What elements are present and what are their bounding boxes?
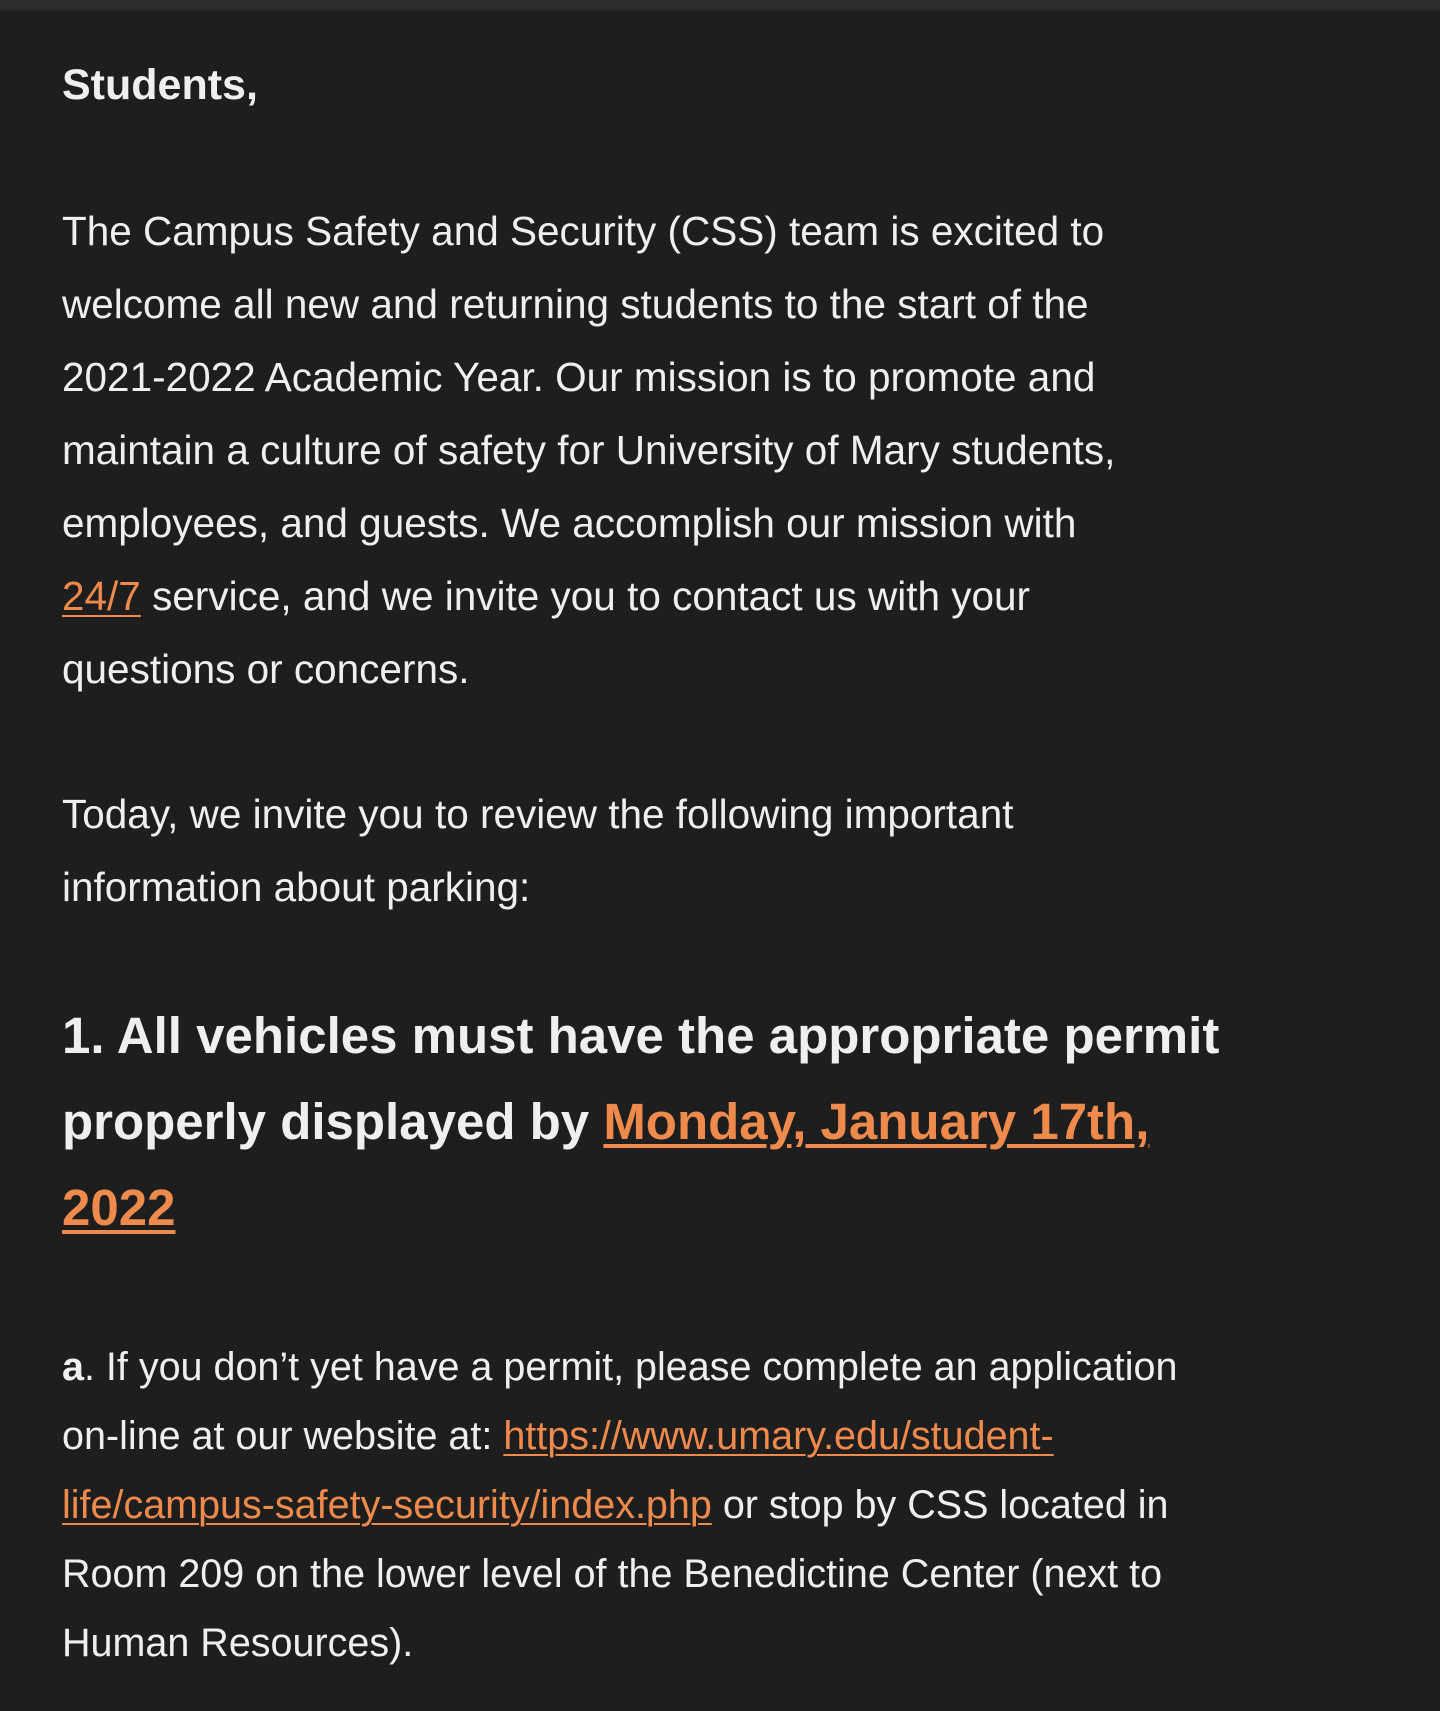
item-marker: a	[62, 1345, 84, 1389]
text: employees, and guests. We accomplish our mission with	[62, 500, 1077, 546]
text: . If you don’t yet have a permit, please complete an application	[83, 1345, 1178, 1389]
deadline-date-link-cont[interactable]: 2022	[62, 1179, 176, 1236]
greeting: Students,	[62, 61, 258, 109]
text: The Campus Safety and Security (CSS) team is excited to	[62, 208, 1105, 254]
text: maintain a culture of safety for University of Mary students,	[62, 427, 1116, 473]
intro-paragraph	[62, 195, 1115, 706]
text: welcome all new and returning students to the start of the	[62, 281, 1089, 327]
text: 1. All vehicles must have the appropriate permit	[62, 1007, 1220, 1064]
text: service, and we invite you to contact us with your	[140, 573, 1031, 619]
top-bar	[0, 0, 1440, 11]
deadline-date-link[interactable]: Monday, January 17th,	[603, 1093, 1150, 1150]
website-link-cont[interactable]: life/campus-safety-security/index.php	[62, 1483, 712, 1527]
24-7-link[interactable]: 24/7	[62, 573, 141, 619]
text: on-line at our website at:	[62, 1414, 504, 1458]
text: Human Resources).	[62, 1621, 414, 1665]
text: Today, we invite you to review the following important	[62, 791, 1014, 837]
website-link[interactable]: https://www.umary.edu/student-	[503, 1414, 1054, 1458]
text: Room 209 on the lower level of the Benedictine Center (next to	[62, 1552, 1163, 1596]
text: properly displayed by	[62, 1093, 604, 1150]
text: or stop by CSS located in	[711, 1483, 1169, 1527]
text: 2021-2022 Academic Year. Our mission is to promote and	[62, 354, 1096, 400]
text: information about parking:	[62, 864, 531, 910]
parking-intro-paragraph	[62, 778, 1013, 924]
text: questions or concerns.	[62, 646, 470, 692]
permit-heading	[62, 993, 1219, 1251]
item-a-paragraph	[62, 1333, 1177, 1678]
